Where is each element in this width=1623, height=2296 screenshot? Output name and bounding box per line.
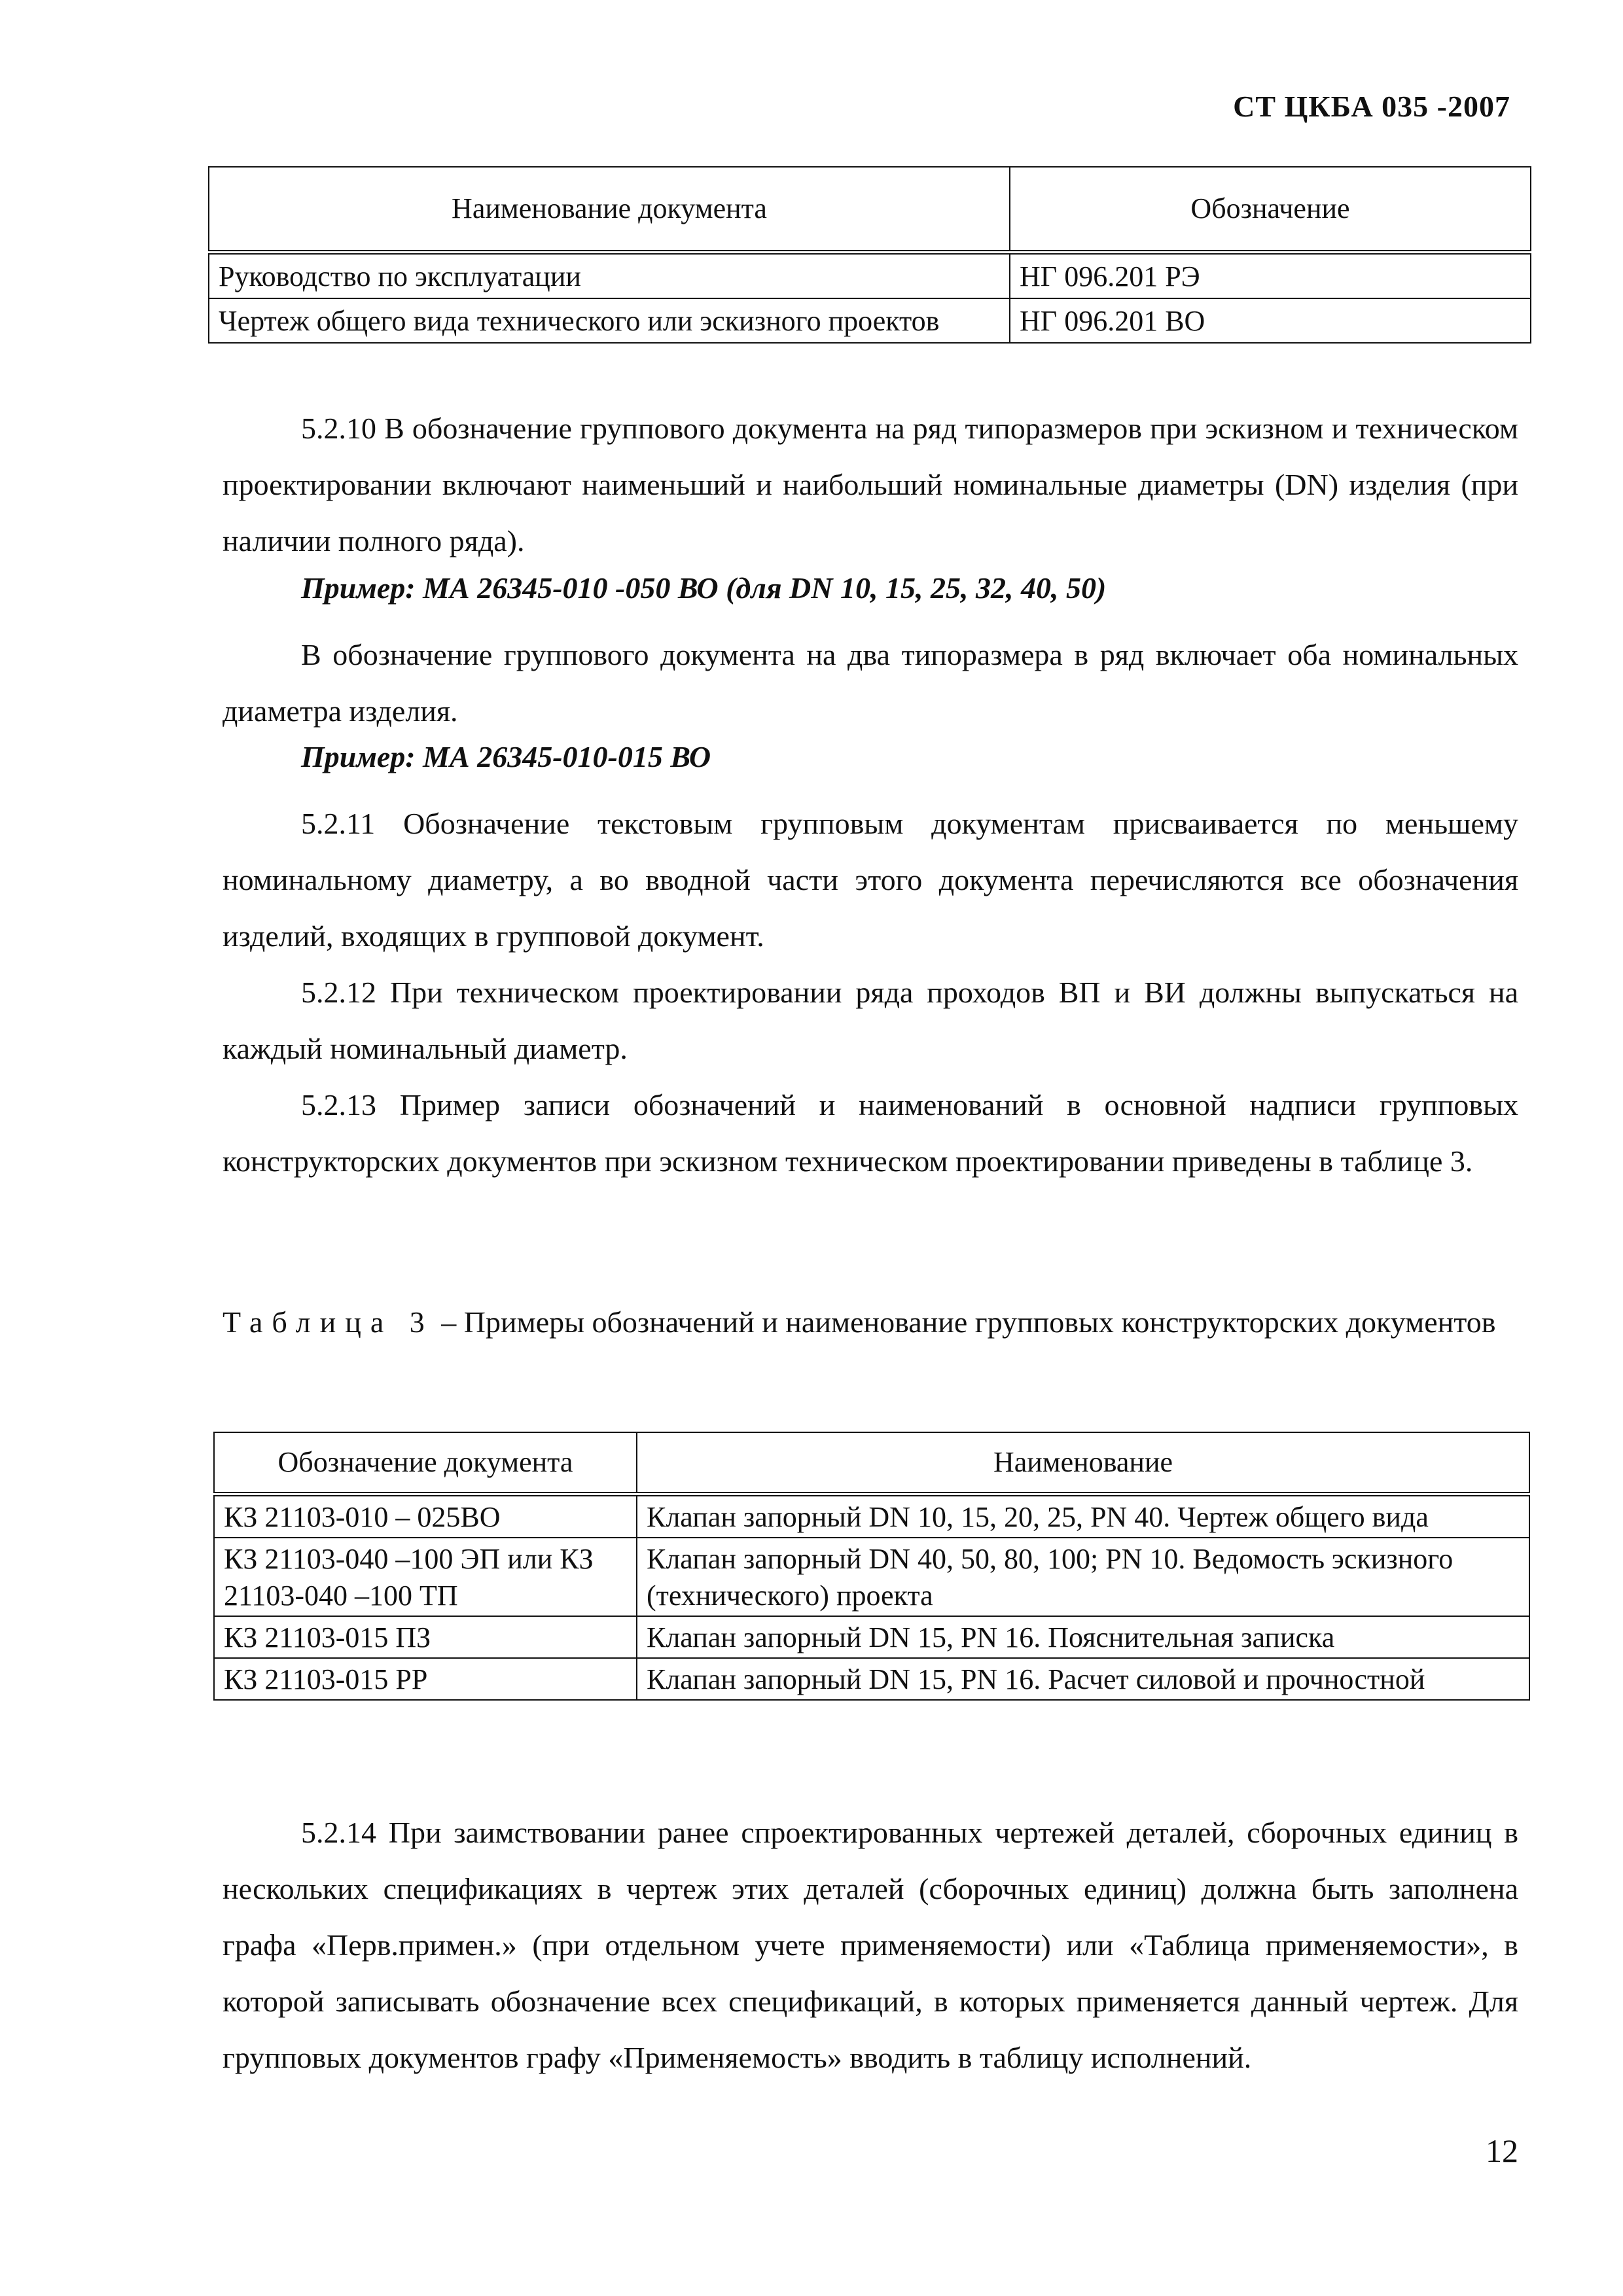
- table-row: [214, 1658, 1529, 1700]
- table-caption-label: Таблица 3: [223, 1305, 434, 1339]
- column-header: Обозначение: [1010, 167, 1531, 253]
- table-row: [214, 1494, 1529, 1538]
- table-cell: НГ 096.201 РЭ: [1010, 253, 1531, 299]
- paragraph-5-2-13: 5.2.13 Пример записи обозначений и наименований в основной надписи групповых конструкторских документов при эскизном техническом проектировании приведены в таблице 3.: [223, 1088, 1518, 1178]
- table-header-row: [214, 1432, 1529, 1494]
- table-cell: Клапан запорный DN 40, 50, 80, 100; PN 10. Ведомость эскизного (технического) проекта: [637, 1538, 1529, 1616]
- paragraph-5-2-11: 5.2.11 Обозначение текстовым групповым документам присваивается по меньшему номинальному диаметру, а во вводной части этого документа перечисляются все обозначения изделий, входящих в групповой документ.: [223, 807, 1518, 953]
- table-cell: Клапан запорный DN 15, PN 16. Расчет силовой и прочностной: [637, 1658, 1529, 1700]
- table-header-row: [209, 167, 1531, 253]
- table-cell: КЗ 21103-015 РР: [214, 1658, 637, 1700]
- table-row: [214, 1616, 1529, 1658]
- example-1: Пример: МА 26345-010 -050 ВО (для DN 10, 15, 25, 32, 40, 50): [301, 571, 1107, 605]
- table-cell: Руководство по эксплуатации: [209, 253, 1010, 299]
- column-header: Обозначение документа: [214, 1432, 637, 1494]
- paragraph-5-2-14: 5.2.14 При заимствовании ранее спроектированных чертежей деталей, сборочных единиц в нескольких спецификациях в чертеж этих деталей (сборочных единиц) должна быть заполнена графа «Перв.примен.» (при отдельном учете применяемости) или «Таблица применяемости», в которой записывать обозначение всех спецификаций, в которых применяется данный чертеж. Для групповых документов графу «Применяемость» вводить в таблицу исполнений.: [223, 1816, 1518, 2074]
- documents-table: [208, 166, 1531, 344]
- table-cell: Чертеж общего вида технического или эскизного проектов: [209, 298, 1010, 343]
- document-header: СТ ЦКБА 035 -2007: [1233, 90, 1510, 123]
- examples-table: [213, 1432, 1530, 1701]
- table-3-caption: [223, 1303, 1518, 1341]
- paragraph-5-2-10: 5.2.10 В обозначение группового документа на ряд типоразмеров при эскизном и техническом проектировании включают наименьший и наибольший номинальные диаметры (DN) изделия (при наличии полного ряда).: [223, 412, 1518, 557]
- table-row: [209, 298, 1531, 343]
- table-cell: КЗ 21103-040 –100 ЭП или КЗ 21103-040 –100 ТП: [214, 1538, 637, 1616]
- paragraph-5-2-12: 5.2.12 При техническом проектировании ряда проходов ВП и ВИ должны выпускаться на каждый номинальный диаметр.: [223, 976, 1518, 1065]
- example-2: Пример: МА 26345-010-015 ВО: [301, 740, 711, 773]
- table-cell: КЗ 21103-015 ПЗ: [214, 1616, 637, 1658]
- table-cell: КЗ 21103-010 – 025ВО: [214, 1494, 637, 1538]
- table-caption-text: – Примеры обозначений и наименование групповых конструкторских документов: [441, 1305, 1496, 1339]
- table-cell: НГ 096.201 ВО: [1010, 298, 1531, 343]
- column-header: Наименование: [637, 1432, 1529, 1494]
- table-row: [209, 253, 1531, 299]
- table-cell: Клапан запорный DN 10, 15, 20, 25, PN 40. Чертеж общего вида: [637, 1494, 1529, 1538]
- column-header: Наименование документа: [209, 167, 1010, 253]
- table-cell: Клапан запорный DN 15, PN 16. Пояснительная записка: [637, 1616, 1529, 1658]
- page-number: 12: [1486, 2132, 1518, 2169]
- table-row: [214, 1538, 1529, 1616]
- paragraph-two-sizes: В обозначение группового документа на два типоразмера в ряд включает оба номинальных диаметра изделия.: [223, 638, 1518, 728]
